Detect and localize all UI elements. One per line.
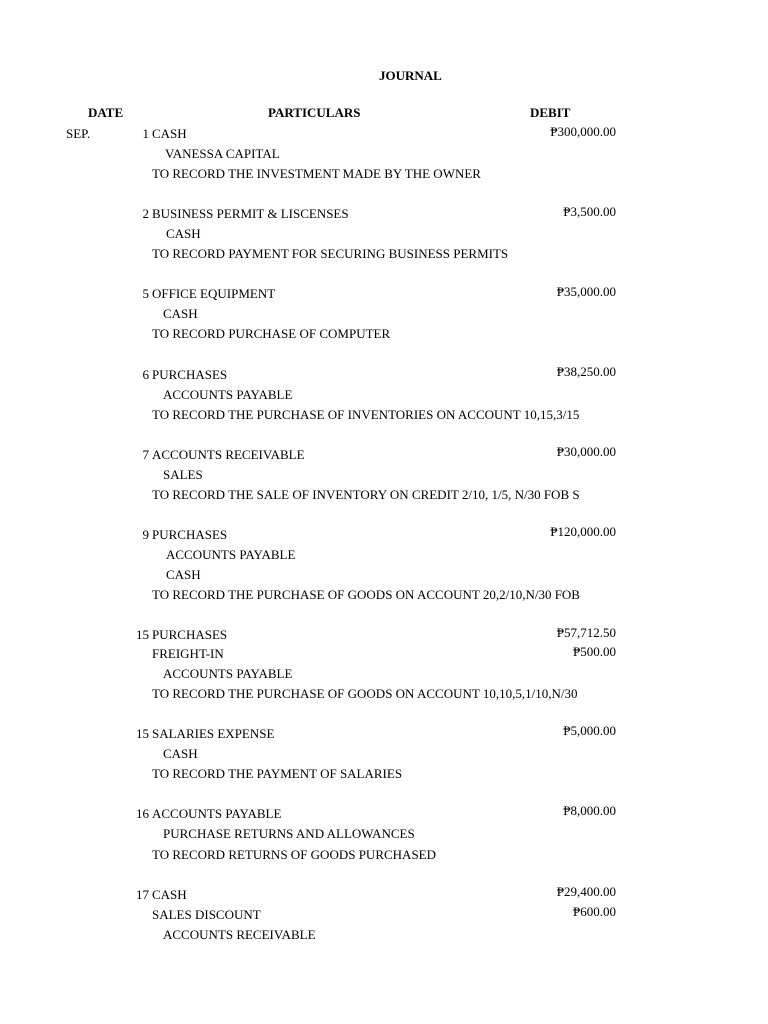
credit-account: SALES [163,467,203,482]
entry-explanation: TO RECORD THE INVESTMENT MADE BY THE OWNER [152,166,481,181]
debit-amount: ₱35,000.00 [556,284,616,299]
entry-day: 1 [142,126,149,141]
entry-day: 17 [136,887,149,902]
date-header: DATE [88,105,124,120]
debit-account: CASH [152,887,187,902]
debit-amount: ₱8,000.00 [563,803,616,818]
debit-amount: ₱120,000.00 [550,524,616,539]
debit-account: ACCOUNTS RECEIVABLE [152,447,305,462]
entry-day: 5 [142,286,149,301]
debit-account: BUSINESS PERMIT & LISCENSES [152,206,349,221]
debit-amount: ₱600.00 [573,904,616,919]
entry-day: 9 [142,527,149,542]
debit-account: FREIGHT-IN [152,646,224,661]
credit-account: ACCOUNTS PAYABLE [163,666,293,681]
particulars-header: PARTICULARS [268,105,361,120]
page-title: JOURNAL [379,68,442,83]
debit-account: SALES DISCOUNT [152,907,261,922]
debit-amount: ₱57,712.50 [556,625,616,640]
entry-day: 16 [136,806,149,821]
entry-day: 7 [142,447,149,462]
entry-day: 2 [142,206,149,221]
credit-account: ACCOUNTS PAYABLE [166,547,296,562]
debit-account: PURCHASES [152,527,228,542]
debit-account: PURCHASES [152,367,228,382]
month-label: SEP. [66,126,91,141]
credit-account: CASH [166,567,201,582]
debit-account: OFFICE EQUIPMENT [152,286,276,301]
debit-amount: ₱30,000.00 [556,444,616,459]
debit-account: CASH [152,126,187,141]
entry-explanation: TO RECORD THE SALE OF INVENTORY ON CREDIT 2/10, 1/5, N/30 FOB S [152,487,580,502]
entry-explanation: TO RECORD PURCHASE OF COMPUTER [152,326,391,341]
debit-amount: ₱300,000.00 [550,124,616,139]
entry-explanation: TO RECORD PAYMENT FOR SECURING BUSINESS PERMITS [152,246,509,261]
debit-account: ACCOUNTS PAYABLE [152,806,282,821]
entry-day: 15 [136,726,149,741]
credit-account: CASH [163,746,198,761]
entry-day: 6 [142,367,149,382]
debit-header: DEBIT [530,105,571,120]
debit-amount: ₱38,250.00 [556,364,616,379]
credit-account: PURCHASE RETURNS AND ALLOWANCES [163,826,415,841]
debit-amount: ₱5,000.00 [563,723,616,738]
credit-account: ACCOUNTS PAYABLE [163,387,293,402]
credit-account: ACCOUNTS RECEIVABLE [163,927,316,942]
debit-account: PURCHASES [152,627,228,642]
credit-account: CASH [163,306,198,321]
entry-explanation: TO RECORD RETURNS OF GOODS PURCHASED [152,847,437,862]
credit-account: VANESSA CAPITAL [165,146,280,161]
credit-account: CASH [166,226,201,241]
entry-explanation: TO RECORD THE PAYMENT OF SALARIES [152,766,403,781]
entry-explanation: TO RECORD THE PURCHASE OF GOODS ON ACCOUNT 10,10,5,1/10,N/30 [152,686,578,701]
debit-amount: ₱29,400.00 [556,884,616,899]
entry-explanation: TO RECORD THE PURCHASE OF INVENTORIES ON ACCOUNT 10,15,3/15 [152,407,580,422]
debit-amount: ₱3,500.00 [563,204,616,219]
debit-account: SALARIES EXPENSE [152,726,275,741]
entry-explanation: TO RECORD THE PURCHASE OF GOODS ON ACCOUNT 20,2/10,N/30 FOB [152,587,580,602]
entry-day: 15 [136,627,149,642]
debit-amount: ₱500.00 [573,644,616,659]
